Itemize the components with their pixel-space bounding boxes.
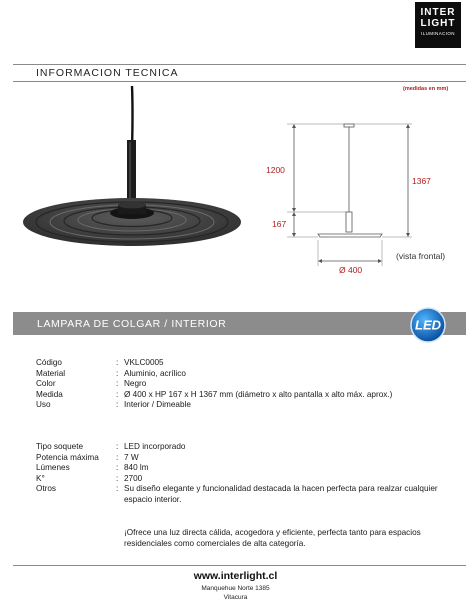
spec-key: Material <box>36 368 66 378</box>
spec-row <box>36 400 468 411</box>
spec-value: Interior / Dimeable <box>124 400 191 410</box>
product-description: ¡Ofrece una luz directa cálida, acogedora y eficiente, perfecta tanto para espacios residenciales como comerciales de alta categoría. <box>124 528 421 548</box>
spec-sep: : <box>116 379 119 389</box>
spec-row <box>36 379 468 390</box>
spec-row <box>36 453 468 464</box>
specs-basic <box>36 358 468 411</box>
lamp-illustration <box>0 80 471 300</box>
spec-key: Uso <box>36 400 51 410</box>
lamp-stem <box>127 140 136 206</box>
section-title: INFORMACION TECNICA <box>36 67 179 79</box>
dim-total-height: 1367 <box>412 176 431 186</box>
spec-key: Código <box>36 358 62 367</box>
spec-key: K° <box>36 473 45 483</box>
spec-sep: : <box>116 463 119 473</box>
spec-row <box>36 484 468 505</box>
spec-value: 840 lm <box>124 463 149 473</box>
spec-sep: : <box>116 389 119 399</box>
spec-value: Ø 400 x HP 167 x H 1367 mm (diámetro x alto pantalla x alto máx. aprox.) <box>124 389 393 399</box>
footer-city: Vitacura <box>223 594 248 601</box>
units-note: (medidas en mm) <box>403 86 449 92</box>
spec-value: VKLC0005 <box>124 358 164 367</box>
interlight-logo <box>415 2 461 48</box>
spec-sep: : <box>116 473 119 483</box>
footer-website-link[interactable]: www.interlight.cl <box>193 570 278 582</box>
spec-key: Medida <box>36 389 63 399</box>
dim-drop: 1200 <box>266 165 285 175</box>
specs-technical <box>36 442 468 506</box>
spec-row <box>36 474 468 485</box>
logo-text-light: LIGHT <box>420 18 456 29</box>
logo-text-inter: INTER <box>420 7 456 18</box>
dim-shade-height: 167 <box>272 219 287 229</box>
spec-key: Potencia máxima <box>36 452 99 462</box>
spec-key: Otros <box>36 484 57 494</box>
spec-row <box>36 369 468 380</box>
spec-value: LED incorporado <box>124 442 186 451</box>
spec-value: 7 W <box>124 452 139 462</box>
spec-sep: : <box>116 368 119 378</box>
top-divider <box>13 64 466 65</box>
spec-sep: : <box>116 358 119 367</box>
footer-address: Manquehue Norte 1385 <box>201 585 270 592</box>
logo-text-iluminacion: ILUMINACION <box>421 31 455 36</box>
spec-value: 2700 <box>124 473 143 483</box>
front-view-label: (vista frontal) <box>396 251 446 261</box>
led-badge-label: LED <box>415 317 441 333</box>
spec-key: Lúmenes <box>36 463 70 473</box>
spec-sep: : <box>116 484 119 494</box>
dim-diameter: Ø 400 <box>339 265 363 275</box>
spec-key: Tipo soquete <box>36 442 84 451</box>
led-badge-icon <box>409 306 447 344</box>
spec-sep: : <box>116 400 119 410</box>
product-title-band <box>13 312 466 335</box>
spec-value: Negro <box>124 379 147 389</box>
spec-value: Su diseño elegante y funcionalidad destacada la hacen perfecta para realzar cualquier espacio interior. <box>124 484 438 504</box>
spec-value: Aluminio, acrílico <box>124 368 186 378</box>
spec-key: Color <box>36 379 56 389</box>
spec-row <box>36 463 468 474</box>
spec-sep: : <box>116 442 119 451</box>
product-title: LAMPARA DE COLGAR / INTERIOR <box>37 318 227 330</box>
footer-divider <box>13 565 466 566</box>
spec-row <box>36 358 468 369</box>
technical-drawing <box>287 124 412 266</box>
spec-sep: : <box>116 452 119 462</box>
spec-row <box>36 390 468 401</box>
spec-row <box>36 442 468 453</box>
